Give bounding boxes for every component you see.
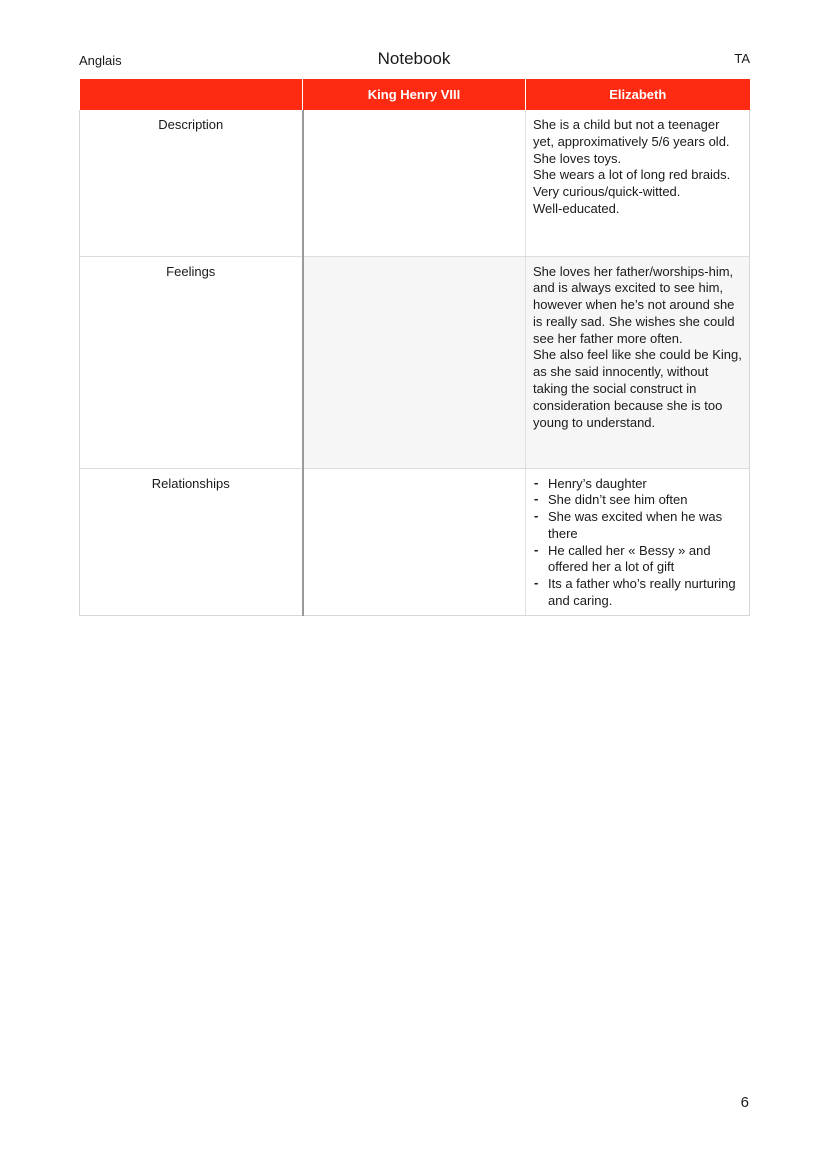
list-item: - Henry’s daughter: [533, 476, 743, 493]
list-item: - She was excited when he was there: [533, 509, 743, 543]
column-header-henry: King Henry VIII: [303, 79, 526, 110]
cell-henry-description: [303, 110, 526, 256]
column-header-empty: [80, 79, 303, 110]
text-line: She loves toys.: [533, 150, 622, 166]
table-row-description: [80, 110, 750, 256]
text-line: Very curious/quick-witted.: [533, 184, 681, 200]
list-item: - She didn’t see him often: [533, 492, 743, 509]
text-line: She wears a lot of long red braids.: [533, 167, 731, 183]
cell-elizabeth-description: [526, 110, 750, 256]
row-label-feelings: Feelings: [80, 256, 303, 468]
text-line: She is a child but not a teenager yet, approximatively 5/6 years old.: [533, 117, 730, 149]
character-table: [79, 79, 750, 616]
row-label-description: Description: [80, 110, 303, 256]
cell-henry-relationships: [303, 468, 526, 615]
cell-henry-feelings: [303, 256, 526, 468]
column-header-elizabeth: Elizabeth: [526, 79, 750, 110]
header-subject: Anglais: [79, 53, 122, 68]
page-title: Notebook: [377, 49, 451, 68]
cell-elizabeth-relationships: [526, 468, 750, 615]
cell-elizabeth-feelings: [526, 256, 750, 468]
row-label-relationships: Relationships: [80, 468, 303, 615]
text-line: She loves her father/worships-him, and is always excited to see him, however when he’s not around she is really sad. She wishes she could see her father more often.: [533, 263, 735, 346]
text-line: Well-educated.: [533, 200, 620, 216]
page-number: 6: [740, 1094, 749, 1111]
list-item: - He called her « Bessy » and offered her a lot of gift: [533, 543, 743, 577]
header-initials: TA: [734, 51, 750, 66]
table-row-feelings: [80, 256, 750, 468]
relationship-list: [533, 476, 743, 610]
text-line: She also feel like she could be King, as she said innocently, without taking the social construct in consideration because she is too young to understand.: [533, 347, 742, 430]
table-header-row: [80, 79, 750, 110]
table-row-relationships: [80, 468, 750, 615]
list-item: - Its a father who’s really nurturing and caring.: [533, 576, 743, 610]
